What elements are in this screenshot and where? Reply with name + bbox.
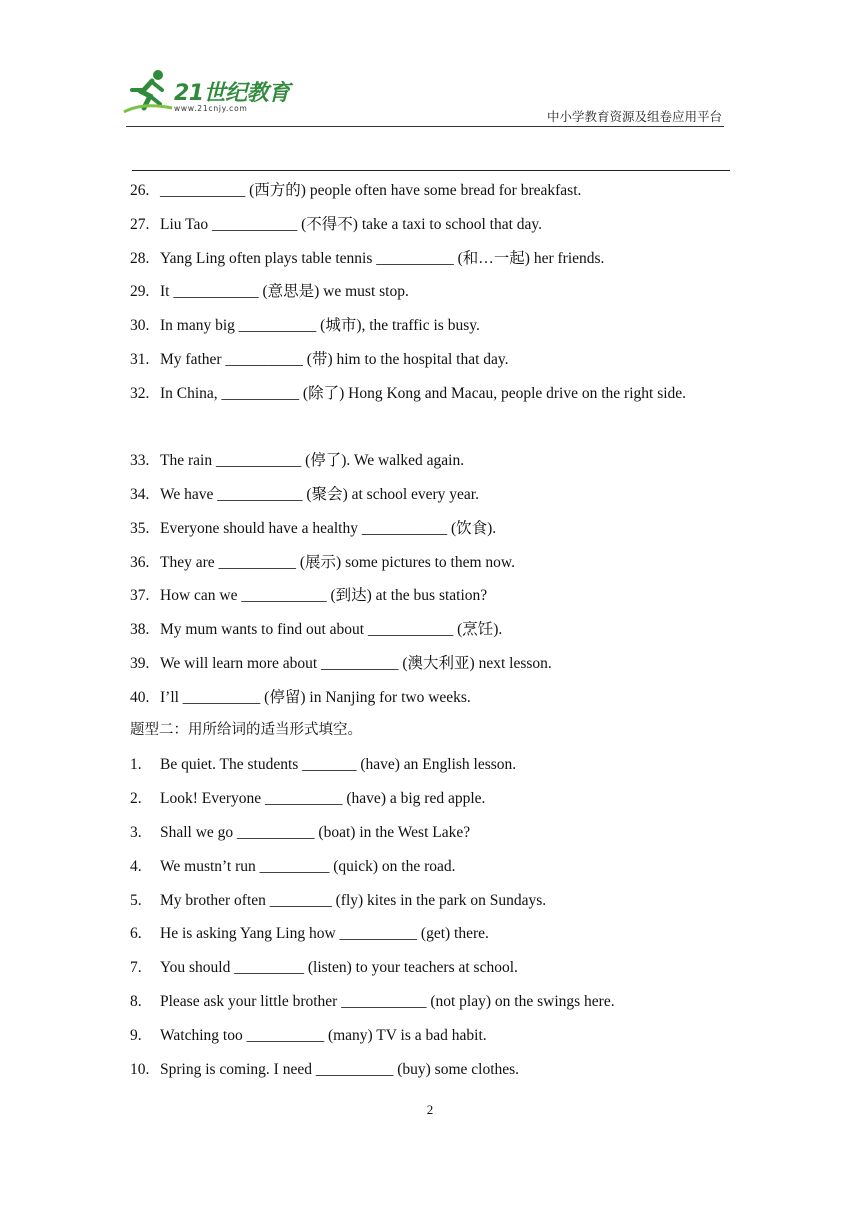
question-number: 34. bbox=[130, 486, 150, 503]
question-text: My mum wants to find out about ___________ (烹饪). bbox=[160, 621, 503, 638]
question-item bbox=[130, 444, 732, 478]
question-item bbox=[130, 208, 732, 242]
question-text: In many big __________ (城市), the traffic is busy. bbox=[160, 317, 480, 334]
question-text: ___________ (西方的) people often have some bread for breakfast. bbox=[160, 182, 582, 199]
question-number: 10. bbox=[130, 1061, 150, 1078]
question-text: Spring is coming. I need __________ (buy) some clothes. bbox=[160, 1061, 520, 1078]
question-number: 35. bbox=[130, 520, 150, 537]
question-text: You should _________ (listen) to your teachers at school. bbox=[160, 959, 518, 976]
question-text: How can we ___________ (到达) at the bus station? bbox=[160, 587, 488, 604]
question-item bbox=[130, 748, 732, 782]
question-item bbox=[130, 850, 732, 884]
question-item bbox=[130, 951, 732, 985]
question-item bbox=[130, 343, 732, 377]
question-number: 26. bbox=[130, 182, 150, 199]
question-number: 4. bbox=[130, 858, 142, 875]
question-number: 7. bbox=[130, 959, 142, 976]
question-item bbox=[130, 1019, 732, 1053]
question-item bbox=[130, 242, 732, 276]
question-number: 32. bbox=[130, 385, 150, 402]
question-item bbox=[130, 816, 732, 850]
question-number: 38. bbox=[130, 621, 150, 638]
question-number: 1. bbox=[130, 756, 142, 773]
question-item bbox=[130, 985, 732, 1019]
page-header bbox=[0, 0, 860, 135]
question-item bbox=[130, 782, 732, 816]
question-item bbox=[130, 917, 732, 951]
question-item bbox=[130, 681, 732, 715]
question-number: 8. bbox=[130, 993, 142, 1010]
question-number: 31. bbox=[130, 351, 150, 368]
question-number: 28. bbox=[130, 250, 150, 267]
question-text: Please ask your little brother ___________ (not play) on the swings here. bbox=[160, 993, 615, 1010]
question-number: 27. bbox=[130, 216, 150, 233]
question-text: It ___________ (意思是) we must stop. bbox=[160, 283, 409, 300]
question-item bbox=[130, 309, 732, 343]
platform-name: 中小学教育资源及组卷应用平台 bbox=[546, 109, 722, 124]
question-item bbox=[130, 512, 732, 546]
question-item bbox=[130, 884, 732, 918]
question-text: Everyone should have a healthy ___________ (饮食). bbox=[160, 520, 497, 537]
question-number: 39. bbox=[130, 655, 150, 672]
question-text: Watching too __________ (many) TV is a bad habit. bbox=[160, 1027, 487, 1044]
question-item bbox=[130, 1053, 732, 1087]
question-text: Liu Tao ___________ (不得不) take a taxi to school that day. bbox=[160, 216, 543, 233]
question-number: 3. bbox=[130, 824, 142, 841]
question-item bbox=[130, 647, 732, 681]
question-text: My father __________ (带) him to the hospital that day. bbox=[160, 351, 509, 368]
logo-text: 21世纪教育 bbox=[174, 81, 290, 106]
question-text: We have ___________ (聚会) at school every year. bbox=[160, 486, 479, 503]
question-text: They are __________ (展示) some pictures to them now. bbox=[160, 554, 515, 571]
section-title: 题型二：用所给词的适当形式填空。 bbox=[130, 722, 362, 738]
question-number: 37. bbox=[130, 587, 150, 604]
question-text: Be quiet. The students _______ (have) an English lesson. bbox=[160, 756, 517, 773]
question-item bbox=[130, 377, 732, 411]
question-number: 30. bbox=[130, 317, 150, 334]
question-item bbox=[130, 478, 732, 512]
question-number: 33. bbox=[130, 452, 150, 469]
question-item bbox=[130, 546, 732, 580]
page-number: 2 bbox=[426, 1102, 434, 1117]
question-item bbox=[130, 613, 732, 647]
header-divider bbox=[126, 126, 724, 127]
question-text: In China, __________ (除了) Hong Kong and Macau, people drive on the right side. bbox=[160, 385, 687, 402]
question-number: 9. bbox=[130, 1027, 142, 1044]
question-text: He is asking Yang Ling how __________ (get) there. bbox=[160, 925, 489, 942]
question-number: 36. bbox=[130, 554, 150, 571]
question-number: 29. bbox=[130, 283, 150, 300]
question-text: I’ll __________ (停留) in Nanjing for two weeks. bbox=[160, 689, 471, 706]
question-number: 6. bbox=[130, 925, 142, 942]
logo-url: www.21cnjy.com bbox=[174, 104, 248, 113]
question-number: 5. bbox=[130, 892, 142, 909]
question-text: My brother often ________ (fly) kites in the park on Sundays. bbox=[160, 892, 547, 909]
question-text: We mustn’t run _________ (quick) on the road. bbox=[160, 858, 456, 875]
question-item bbox=[130, 579, 732, 613]
question-text: We will learn more about __________ (澳大利亚) next lesson. bbox=[160, 655, 552, 672]
runner-logo-icon bbox=[122, 68, 174, 116]
question-number: 40. bbox=[130, 689, 150, 706]
question-item bbox=[130, 275, 732, 309]
question-number: 2. bbox=[130, 790, 142, 807]
question-text: Shall we go __________ (boat) in the West Lake? bbox=[160, 824, 471, 841]
question-item bbox=[130, 174, 732, 208]
question-text: The rain ___________ (停了). We walked again. bbox=[160, 452, 465, 469]
question-text: Yang Ling often plays table tennis __________ (和…一起) her friends. bbox=[160, 250, 605, 267]
question-text: Look! Everyone __________ (have) a big red apple. bbox=[160, 790, 486, 807]
logo bbox=[122, 68, 292, 116]
header-divider-lower bbox=[132, 170, 730, 171]
